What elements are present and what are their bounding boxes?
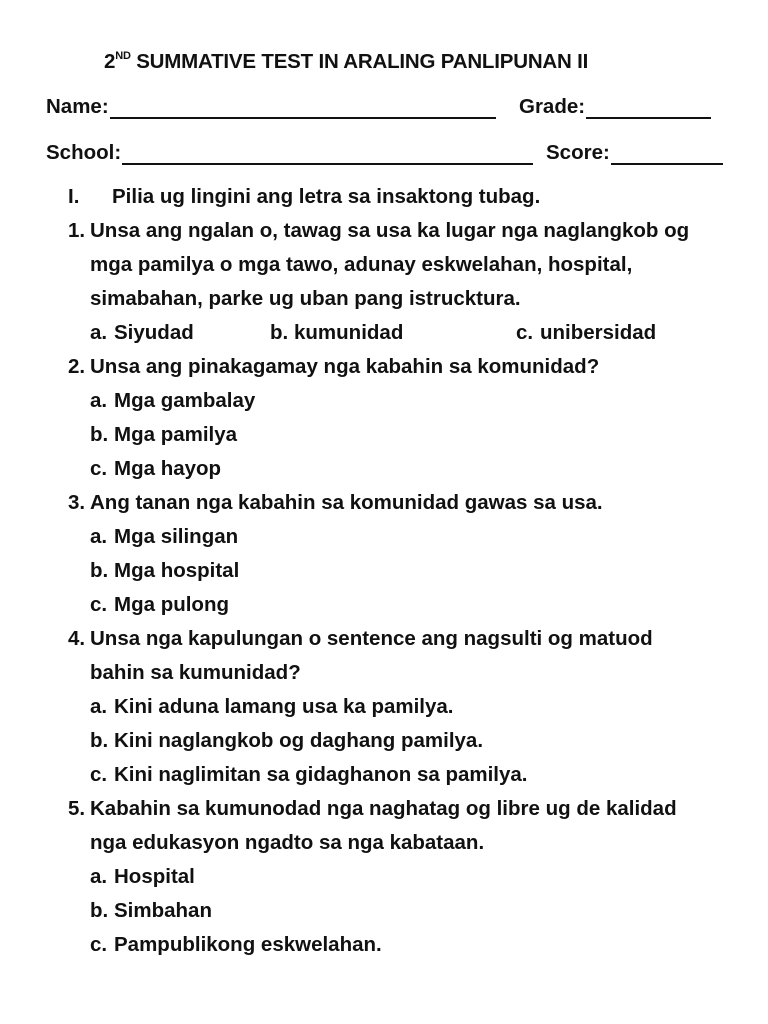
- question-text-line: bahin sa kumunidad?: [90, 661, 301, 684]
- section-numeral: I.: [68, 185, 80, 208]
- section-instruction: Pilia ug lingini ang letra sa insaktong tubag.: [112, 185, 541, 208]
- option-text: Mga hayop: [114, 457, 222, 480]
- section-heading: [68, 185, 540, 209]
- school-field[interactable]: [46, 141, 533, 165]
- title-ordinal-suffix: ND: [115, 50, 131, 62]
- question-text-line: Ang tanan nga kabahin sa komunidad gawas sa usa.: [90, 491, 603, 514]
- grade-label: Grade:: [519, 95, 586, 118]
- question-4: [68, 622, 653, 656]
- question-text-line: Unsa nga kapulungan o sentence ang nagsulti og matuod: [90, 627, 653, 650]
- option-2a[interactable]: [90, 384, 255, 418]
- option-text: Mga hospital: [114, 559, 240, 582]
- option-text: Mga gambalay: [114, 389, 256, 412]
- question-number: 5.: [68, 797, 86, 820]
- question-number: 4.: [68, 627, 86, 650]
- option-letter: a.: [90, 525, 108, 548]
- option-letter: c.: [90, 457, 108, 480]
- option-letter: c.: [90, 593, 108, 616]
- score-field[interactable]: [546, 141, 723, 165]
- option-letter: b.: [90, 729, 109, 752]
- option-5b[interactable]: [90, 894, 212, 928]
- title-text: SUMMATIVE TEST IN ARALING PANLIPUNAN II: [130, 50, 589, 73]
- option-text: Kini naglimitan sa gidaghanon sa pamilya.: [114, 763, 528, 786]
- option-text: kumunidad: [294, 321, 404, 344]
- option-letter: b.: [270, 321, 289, 344]
- school-label: School:: [46, 141, 122, 164]
- question-text-line: Unsa ang ngalan o, tawag sa usa ka lugar nga naglangkob og: [90, 219, 690, 242]
- option-letter: b.: [90, 559, 109, 582]
- option-4a[interactable]: [90, 690, 454, 724]
- option-4b[interactable]: [90, 724, 483, 758]
- option-text: Mga pulong: [114, 593, 230, 616]
- option-text: Mga silingan: [114, 525, 239, 548]
- option-text: Pampublikong eskwelahan.: [114, 933, 382, 956]
- grade-field[interactable]: [519, 95, 711, 119]
- name-label: Name:: [46, 95, 109, 118]
- question-number: 1.: [68, 219, 86, 242]
- page-title: [104, 50, 588, 74]
- school-blank-line[interactable]: [122, 143, 533, 165]
- option-1c[interactable]: [516, 316, 656, 350]
- option-letter: a.: [90, 695, 108, 718]
- option-1a[interactable]: [90, 316, 194, 350]
- score-blank-line[interactable]: [611, 143, 723, 165]
- option-3c[interactable]: [90, 588, 229, 622]
- option-3a[interactable]: [90, 520, 238, 554]
- option-letter: a.: [90, 321, 108, 344]
- option-5a[interactable]: [90, 860, 195, 894]
- option-2c[interactable]: [90, 452, 221, 486]
- option-letter: a.: [90, 389, 108, 412]
- option-3b[interactable]: [90, 554, 239, 588]
- option-letter: a.: [90, 865, 108, 888]
- option-text: Simbahan: [114, 899, 212, 922]
- grade-blank-line[interactable]: [586, 97, 711, 119]
- option-text: Kini naglangkob og daghang pamilya.: [114, 729, 484, 752]
- option-2b[interactable]: [90, 418, 237, 452]
- option-5c[interactable]: [90, 928, 382, 962]
- option-1b[interactable]: [270, 316, 403, 350]
- option-4c[interactable]: [90, 758, 528, 792]
- question-text-line: Unsa ang pinakagamay nga kabahin sa komunidad?: [90, 355, 600, 378]
- option-text: Hospital: [114, 865, 195, 888]
- option-letter: b.: [90, 423, 109, 446]
- question-text-line: simabahan, parke ug uban pang istrucktura.: [90, 287, 521, 310]
- score-label: Score:: [546, 141, 610, 164]
- option-text: Mga pamilya: [114, 423, 238, 446]
- option-text: unibersidad: [540, 321, 657, 344]
- name-field[interactable]: [46, 95, 496, 119]
- option-letter: b.: [90, 899, 109, 922]
- question-text-line: nga edukasyon ngadto sa nga kabataan.: [90, 831, 485, 854]
- option-letter: c.: [90, 763, 108, 786]
- question-text-line: mga pamilya o mga tawo, adunay eskwelahan, hospital,: [90, 253, 633, 276]
- option-text: Kini aduna lamang usa ka pamilya.: [114, 695, 454, 718]
- question-2: [68, 350, 599, 384]
- option-text: Siyudad: [114, 321, 194, 344]
- option-letter: c.: [90, 933, 108, 956]
- option-letter: c.: [516, 321, 534, 344]
- name-blank-line[interactable]: [110, 97, 496, 119]
- question-1: [68, 214, 689, 248]
- question-text-line: Kabahin sa kumunodad nga naghatag og libre ug de kalidad: [90, 797, 677, 820]
- question-number: 3.: [68, 491, 86, 514]
- title-ordinal: 2: [104, 50, 116, 73]
- question-number: 2.: [68, 355, 86, 378]
- question-3: [68, 486, 603, 520]
- question-5: [68, 792, 677, 826]
